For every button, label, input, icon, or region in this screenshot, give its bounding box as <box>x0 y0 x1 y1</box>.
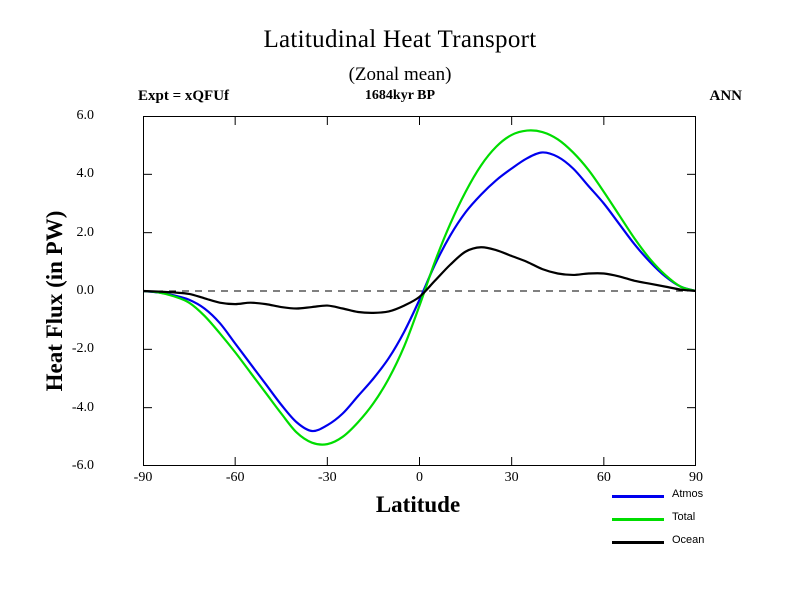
legend-item <box>612 532 772 555</box>
legend-label: Atmos <box>672 488 704 500</box>
period-label: 1684kyr BP <box>364 88 436 103</box>
y-tick-label: 2.0 <box>76 224 94 240</box>
plot-area <box>143 116 696 466</box>
legend-swatch-total <box>612 518 664 521</box>
x-tick-label: -30 <box>317 470 337 485</box>
season-label: ANN <box>709 88 742 104</box>
x-tick-label: 0 <box>416 470 423 485</box>
x-tick-label: 30 <box>504 470 519 485</box>
y-axis-label: Heat Flux (in PW) <box>42 210 67 392</box>
plot-frame <box>143 116 696 466</box>
chart-subtitle: (Zonal mean) <box>348 64 452 85</box>
y-tick-label: -2.0 <box>71 341 94 357</box>
x-tick-label: -90 <box>133 470 153 485</box>
legend-item <box>612 486 772 509</box>
legend-label: Total <box>672 511 696 523</box>
x-axis-label: Latitude <box>375 492 461 517</box>
y-tick-label: -6.0 <box>71 458 94 473</box>
y-tick-label: -4.0 <box>71 399 94 415</box>
y-tick-label: 6.0 <box>76 108 94 123</box>
experiment-label: Expt = xQFUf <box>138 88 230 104</box>
y-tick-label: 4.0 <box>76 166 94 182</box>
legend-swatch-ocean <box>612 541 664 544</box>
page-title: Latitudinal Heat Transport <box>263 26 537 53</box>
y-tick-label: 0.0 <box>76 283 94 298</box>
x-tick-label: 60 <box>596 470 611 485</box>
legend-swatch-atmos <box>612 495 664 498</box>
legend-label: Ocean <box>672 534 705 546</box>
chart-legend <box>612 486 772 555</box>
x-tick-label: -60 <box>225 470 245 485</box>
legend-item <box>612 509 772 532</box>
x-tick-label: 90 <box>689 470 703 485</box>
